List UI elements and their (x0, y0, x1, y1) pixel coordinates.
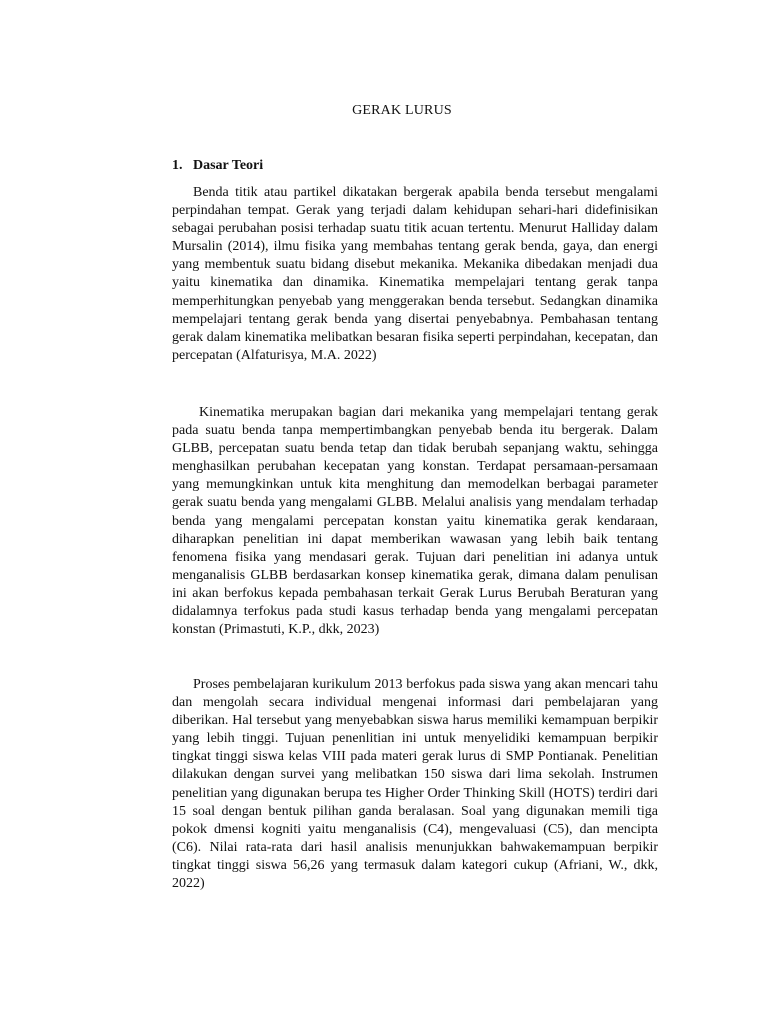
document-title: GERAK LURUS (352, 103, 452, 118)
section-heading-text: Dasar Teori (193, 158, 264, 173)
section-number: 1. (172, 158, 183, 173)
paragraph-dasar-teori-1: Benda titik atau partikel dikatakan bergerak apabila benda tersebut mengalami perpindahan tempat. Gerak yang terjadi dalam kehidupan sehari-hari didefinisikan sebagai perubahan posisi terhadap suatu titik acuan tertentu. Menurut Halliday dalam Mursalin (2014), ilmu fisika yang membahas tentang gerak benda, gaya, dan energi yang membentuk suatu bidang disebut mekanika. Mekanika dibedakan menjadi dua yaitu kinematika dan dinamika. Kinematika mempelajari tentang gerak tanpa memperhitungkan penyebab yang menggerakan benda tersebut. Sedangkan dinamika mempelajari tentang gerak benda yang disertai penyebabnya. Pembahasan tentang gerak dalam kinematika melibatkan besaran fisika seperti perpindahan, kecepatan, dan percepatan (Alfaturisya, M.A. 2022) (172, 185, 658, 363)
paragraph-dasar-teori-3: Proses pembelajaran kurikulum 2013 berfokus pada siswa yang akan mencari tahu dan mengolah secara individual mengenai informasi dari pembelajaran yang diberikan. Hal tersebut yang menyebabkan siswa harus memiliki kemampuan berpikir yang lebih tinggi. Tujuan penenlitian ini untuk menyelidiki kemampuan berpikir tingkat tinggi siswa kelas VIII pada materi gerak lurus di SMP Pontianak. Penelitian dilakukan dengan survei yang melibatkan 150 siswa dari lima sekolah. Instrumen penelitian yang digunakan berupa tes Higher Order Thinking Skill (HOTS) terdiri dari 15 soal dengan bentuk pilihan ganda beralasan. Soal yang digunakan memili tiga pokok dmensi kogniti yaitu menganalisis (C4), mengevaluasi (C5), dan mencipta (C6). Nilai rata-rata dari hasil analisis menunjukkan bahwakemampuan berpikir tingkat tinggi siswa 56,26 yang termasuk dalam kategori cukup (Afriani, W., dkk, 2022) (172, 677, 658, 892)
paragraph-dasar-teori-2: Kinematika merupakan bagian dari mekanika yang mempelajari tentang gerak pada suatu benda tanpa mempertimbangkan penyebab benda itu bergerak. Dalam GLBB, percepatan suatu benda tetap dan tidak berubah sepanjang waktu, sehingga menghasilkan perubahan kecepatan yang konstan. Terdapat persamaan-persamaan yang memungkinkan untuk kita menghitung dan memodelkan berbagai parameter gerak suatu benda yang mengalami GLBB. Melalui analisis yang mendalam terhadap benda yang mengalami percepatan konstan yaitu kinematika gerak kendaraan, diharapkan penelitian ini dapat memberikan wawasan yang lebih baik tentang fenomena fisika yang mendasari gerak. Tujuan dari penelitian ini adanya untuk menganalisis GLBB berdasarkan konsep kinematika gerak, dimana dalam penulisan ini akan berfokus kepada pembahasan terkait Gerak Lurus Berubah Beraturan yang didalamnya terfokus pada studi kasus terhadap benda yang mengalami percepatan konstan (Primastuti, K.P., dkk, 2023) (172, 405, 658, 638)
section-heading (172, 158, 263, 174)
